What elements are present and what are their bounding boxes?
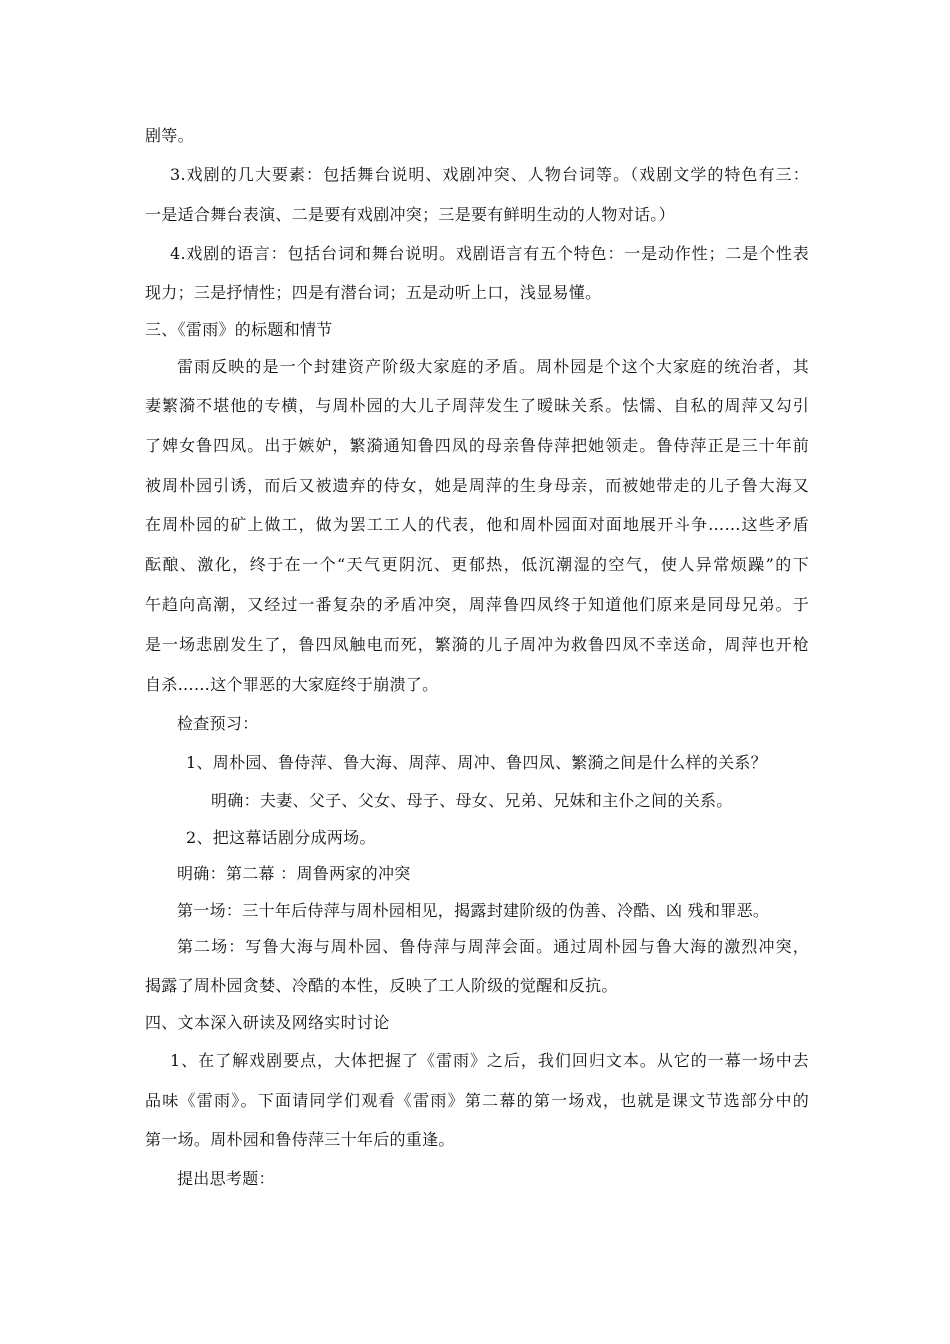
list-item: 2、把这幕话剧分成两场。 <box>186 828 376 847</box>
text-line: 提出思考题： <box>177 1169 275 1188</box>
text-line: 午趋向高潮，又经过一番复杂的矛盾冲突，周萍鲁四凤终于知道他们原来是同母兄弟。于 <box>145 595 809 614</box>
list-item: 1、周朴园、鲁侍萍、鲁大海、周萍、周冲、鲁四凤、繁漪之间是什么样的关系？ <box>186 753 767 772</box>
text-line: 酝酿、激化，终于在一个“天气更阴沉、更郁热，低沉潮湿的空气，使人异常烦躁”的下 <box>145 555 809 574</box>
text-line: 明确：第二幕 ：周鲁两家的冲突 <box>177 864 411 883</box>
text-line: 3.戏剧的几大要素：包括舞台说明、戏剧冲突、人物台词等。（戏剧文学的特色有三： <box>170 165 809 184</box>
text-line: 妻繁漪不堪他的专横，与周朴园的大儿子周萍发生了暧昧关系。怯懦、自私的周萍又勾引 <box>145 396 809 415</box>
text-line: 检查预习： <box>177 714 259 733</box>
text-line: 第一场。周朴园和鲁侍萍三十年后的重逢。 <box>145 1130 455 1149</box>
text-line: 剧等。 <box>145 126 194 145</box>
text-line: 被周朴园引诱，而后又被遗弃的侍女，她是周萍的生身母亲，而被她带走的儿子鲁大海又 <box>145 476 809 495</box>
section-heading: 三、《雷雨》的标题和情节 <box>145 320 333 339</box>
text-line: 明确：夫妻、父子、父女、母子、母女、兄弟、兄妹和主仆之间的关系。 <box>211 791 733 810</box>
text-line: 雷雨反映的是一个封建资产阶级大家庭的矛盾。周朴园是个这个大家庭的统治者，其 <box>177 357 809 376</box>
text-line: 4.戏剧的语言：包括台词和舞台说明。戏剧语言有五个特色：一是动作性；二是个性表 <box>170 244 809 263</box>
text-line: 第二场：写鲁大海与周朴园、鲁侍萍与周萍会面。通过周朴园与鲁大海的激烈冲突， <box>177 937 809 956</box>
text-line: 揭露了周朴园贪婪、冷酷的本性，反映了工人阶级的觉醒和反抗。 <box>145 976 618 995</box>
text-line: 第一场：三十年后侍萍与周朴园相见，揭露封建阶级的伪善、冷酷、凶 残和罪恶。 <box>177 901 770 920</box>
section-heading: 四、文本深入研读及网络实时讨论 <box>145 1013 390 1032</box>
text-line: 品味《雷雨》。下面请同学们观看《雷雨》第二幕的第一场戏，也就是课文节选部分中的 <box>145 1091 809 1110</box>
text-line: 现力；三是抒情性；四是有潜台词；五是动听上口，浅显易懂。 <box>145 283 602 302</box>
text-line: 1、在了解戏剧要点，大体把握了《雷雨》之后，我们回归文本。从它的一幕一场中去 <box>170 1051 809 1070</box>
text-line: 是一场悲剧发生了，鲁四凤触电而死，繁漪的儿子周冲为救鲁四凤不幸送命，周萍也开枪 <box>145 635 809 654</box>
text-line: 自杀……这个罪恶的大家庭终于崩溃了。 <box>145 675 439 694</box>
text-line: 在周朴园的矿上做工，做为罢工工人的代表，他和周朴园面对面地展开斗争……这些矛盾 <box>145 515 809 534</box>
text-line: 了婢女鲁四凤。出于嫉妒，繁漪通知鲁四凤的母亲鲁侍萍把她领走。鲁侍萍正是三十年前 <box>145 436 809 455</box>
text-line: 一是适合舞台表演、二是要有戏剧冲突；三是要有鲜明生动的人物对话。） <box>145 205 675 224</box>
